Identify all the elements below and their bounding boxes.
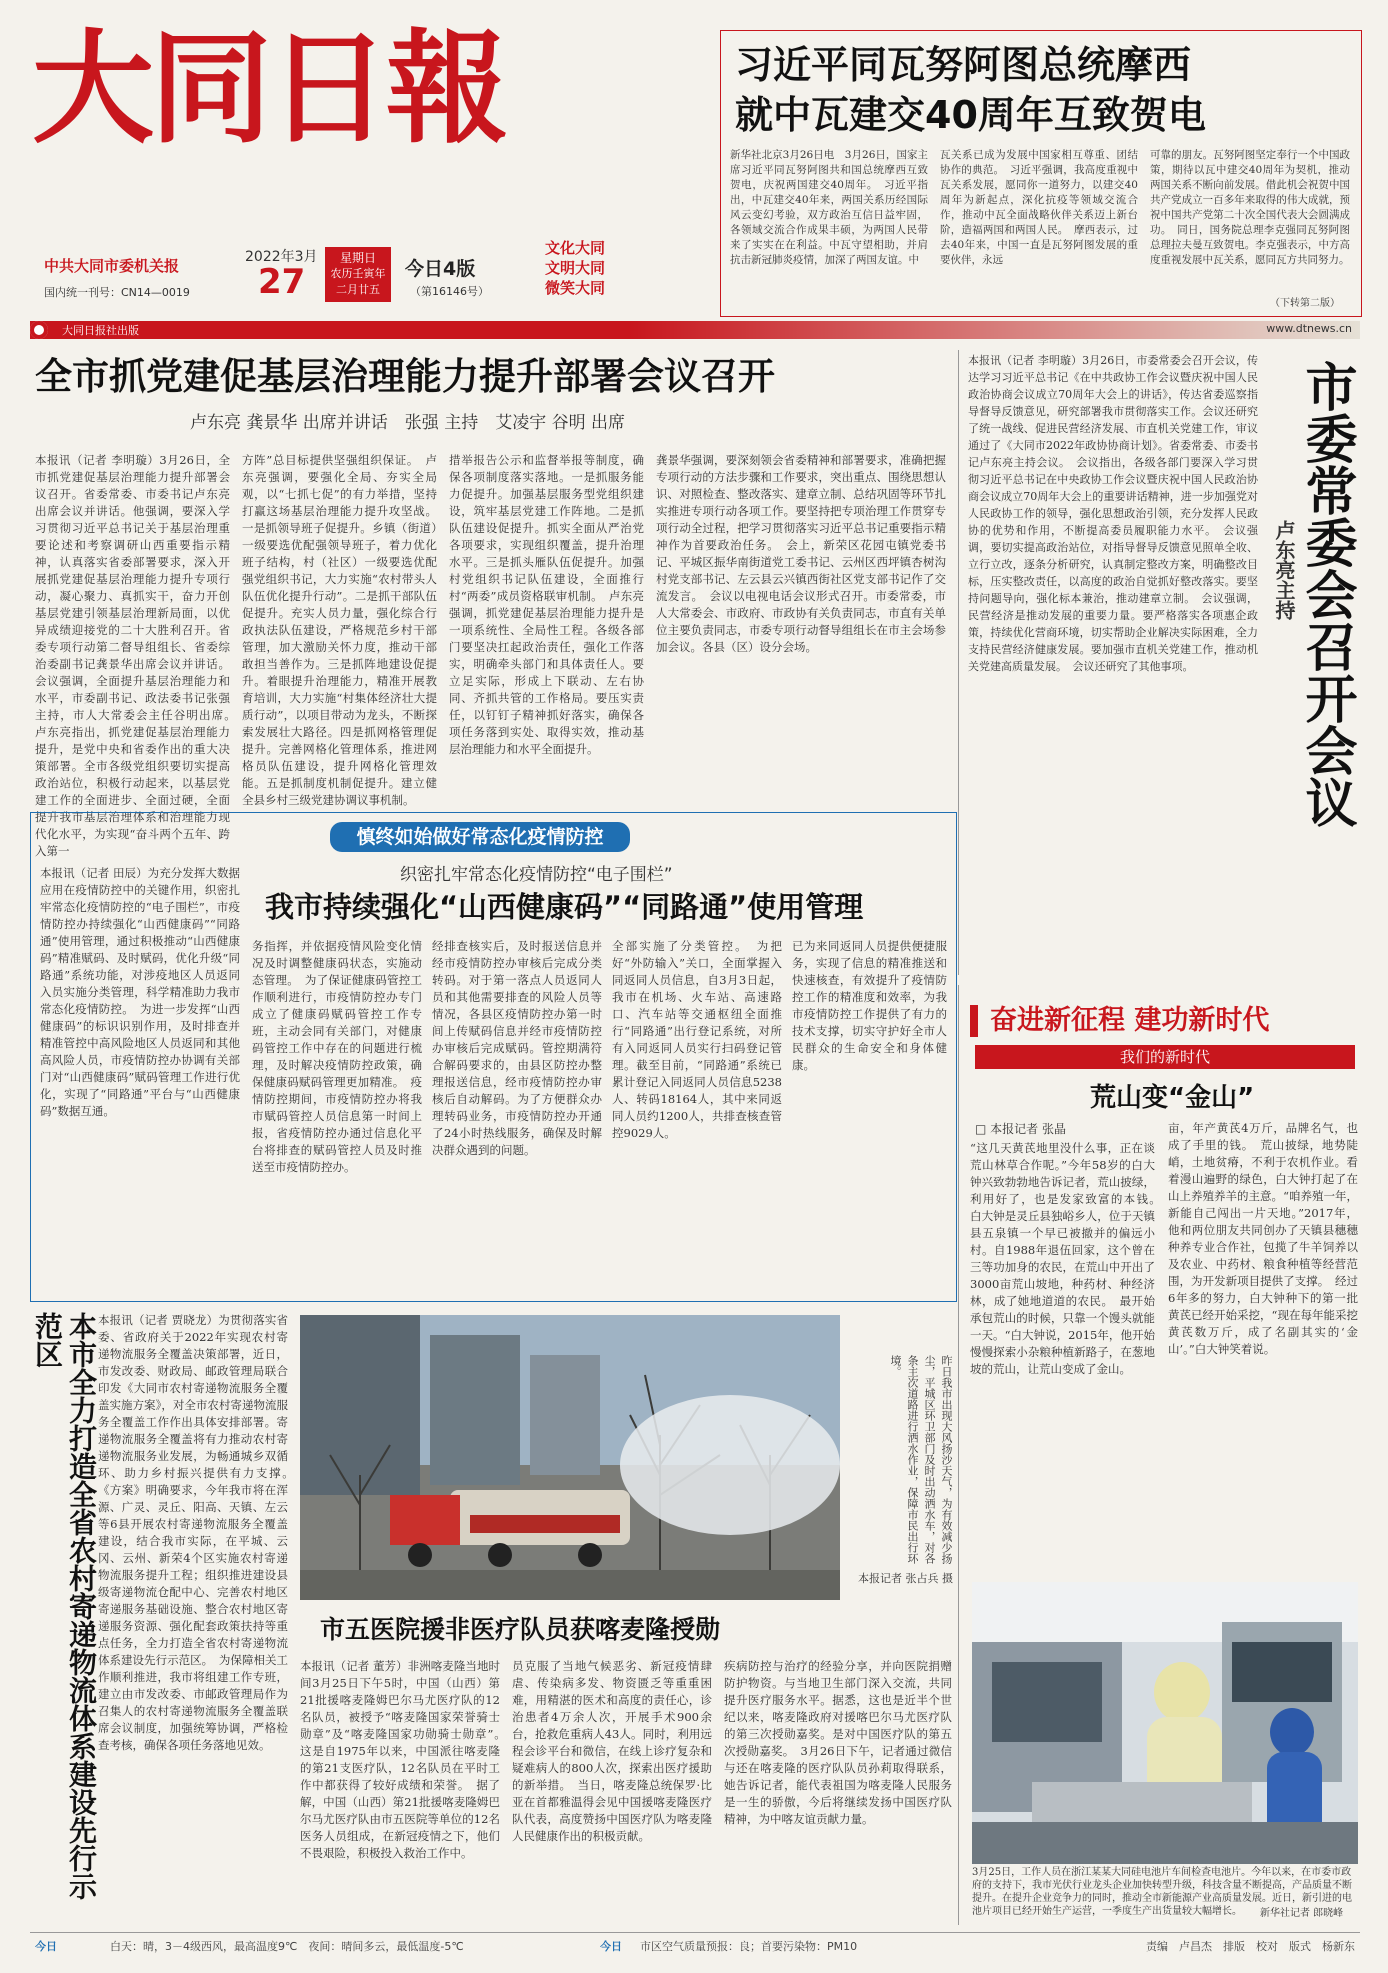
main-headline: 全市抓党建促基层治理能力提升部署会议召开 — [35, 355, 775, 398]
main-col-1: 本报讯（记者 李明璇）3月26日，全市抓党建促基层治理能力提升部署会议召开。省委常委、市委书记卢东亮出席会议并讲话。他强调，要深入学习贯彻习近平总书记关于基层治理重要论述和考察调研山西重要指示精神，认真落实省委部署要求，深入开展抓党建促基层治理能力提升专项行动，凝心聚力、真抓实干，奋力开创基层党建引领基层治理新局面，以优异成绩迎接党的二十大胜利召开。省委专项行动第二督导组组长、省委综治委副书记龚景华出席会议并讲话。会议强调，全面提升基层治理能力和水平，市委副书记、政法委书记张强主持，市人大常委会主任谷明出席。 卢东亮指出，抓党建促基层治理能力提升，是党中央和省委作出的重大决策部署。全市各级党组织要切实提高政治站位，积极行动起来，以基层党建工作的全面进步、全面过硬，全面提升我市基层治理体系和治理能力现代化水平，为实现“奋斗两个五年、跨入第一 — [35, 453, 242, 858]
photo-1-credit: 本报记者 张占兵 摄 — [858, 1572, 953, 1585]
photo-2-credit: 新华社记者 郎晓峰 — [1260, 1908, 1344, 1919]
slogan-smile: 微笑大同 — [545, 279, 606, 297]
footer-bar — [30, 1932, 1360, 1957]
masthead-subtitle: 中共大同市委机关报 — [44, 257, 180, 275]
publisher-label: 大同日报社出版 — [62, 324, 139, 337]
slogans — [545, 238, 605, 298]
main-col-4: 龚景华强调，要深刻领会省委精神和部署要求，准确把握专项行动的方法步骤和工作要求，突出重点、围绕思想认识、对照检查、整改落实、建章立制、总结巩固等环节扎实推进专项行动各项工作。要坚持把专项治理工作贯穿专项行动全过程，把学习贯彻落实习近平总书记重要指示精神作为首要政治任务。 会上，新荣区花园屯镇党委书记、平城区振华南街道党工委书记、云州区西坪镇杏树沟村党支部书记、左云县云兴镇西街社区党支部书记作了交流发言。 会议以电视电话会议形式召开。市委常委，市人大常委会、市政府、市政协有关负责同志，市直有关单位主要负责同志，市委专项行动督导组组长在市主会场参加会议。各县（区）设分会场。 — [656, 453, 946, 654]
lead-col-3: 可靠的朋友。瓦努阿图坚定奉行一个中国政策，期待以瓦中建交40周年为契机，推动两国关系不断向前发展。借此机会祝贺中国共产党成立一百多年来取得的伟大成就，预祝中国共产党第二十次全国代表大会圆满成功。 同日，国务院总理李克强同瓦努阿图总理拉夫曼互致贺电。李克强表示，中方高度重视发展中瓦关系，愿同瓦方共同努力。 — [1150, 149, 1350, 266]
lead-col-1: 新华社北京3月26日电 3月26日，国家主席习近平同瓦努阿图共和国总统摩西互致贺电，庆祝两国建交40周年。 习近平指出，中瓦建交40年来，两国关系历经国际风云变幻考验，双方政治互信日益牢固，各领域交流合作成果丰硕，为两国人民带来了实实在在利益。中瓦守望相助，并肩抗击新冠肺炎疫情，加深了两国友谊。中 — [730, 149, 928, 266]
feature-col-1: “这几天黄芪地里没什么事，正在谈荒山林草合作呢。”今年58岁的白大钟兴致勃勃地告诉记者，荒山披绿，利用好了，也是发家致富的本钱。 白大钟是灵丘县独峪乡人，位于天镇县五泉镇一个早已被撤并的偏远小村。自1988年退伍回家，这个曾在三等功加身的农民，在荒山中开出了3000亩荒山坡地，种药材、种经济林，成了她地道道的农民。 最开始承包荒山的时候，只靠一个馒头就能一天。“白大钟说，2015年，他开始慢慢探索小杂粮种植新路子，在葱地坡的荒山，让荒山变成了金山。 — [970, 1141, 1167, 1376]
main-col-2: 方阵”总目标提供坚强组织保证。 卢东亮强调，要强化全局、夯实全局观，以“七抓七促”的有力举措，坚持打赢这场基层治理能力提升攻坚战。一是抓领导班子促提升。乡镇（街道）一级要选优配强领导班子，着力优化班子结构，村（社区）一级要选优配强党组织书记，大力实施“农村带头人队伍优化提升行动”。二是抓干部队伍促提升。充实人员力量，强化综合行政执法队伍建设，严格规范乡村干部管理，加大激励关怀力度，推动干部敢担当善作为。三是抓阵地建设促提升。着眼提升治理能力，精准开展教育培训，大力实施“村集体经济壮大提质行动”，以项目带动为龙头，不断探索发展壮大路径。四是抓网格管理促提升。完善网格化管理体系，推进网格员队伍建设，提升网格化管理效能。五是抓制度机制促提升。建立健全县乡村三级党建协调议事机制。 — [242, 453, 437, 807]
footer-today-center: 今日 — [600, 1940, 622, 1953]
sidebar-divider — [958, 350, 959, 975]
medical-headline: 市五医院援非医疗队员获喀麦隆授勋 — [320, 1615, 721, 1644]
sidebar-body: 本报讯（记者 李明璇）3月26日，市委常委会召开会议，传达学习习近平总书记《在中共政协工作会议暨庆祝中国人民政治协商会议成立70周年大会上的讲话》，传达省委巡察指导督导反馈意见，研究部署我市贯彻落实工作。会议还研究了统一战线、促进民营经济发展、市直机关党建工作，审议通过了《大同市2022年政协协商计划》。省委常委、市委书记卢东亮主持会议。 会议指出，各级各部门要深入学习贯彻习近平总书记在中央政协工作会议暨庆祝中国人民政治协商会议成立70周年大会上的重要讲话精神，进一步加强党对人民政协工作的领导，强化思想政治引领，充分发挥人民政协的优势和作用，不断提高委员履职能力水平。 会议强调，要切实提高政治站位，对指导督导反馈意见照单全收、立行立改，逐条分析研究，认真制定整改方案，明确整改目标，压实整改责任，以高度的政治自觉抓好整改落实。要坚持问题导向，强化标本兼治，推动建章立制。 会议强调，民营经济是推动发展的重要力量。要严格落实各项惠企政策，持续优化营商环境，切实帮助企业解决实际困难，全力支持民营经济健康发展。要加强市直机关党建工作，推动机关党建高质量发展。 会议还研究了其他事项。 — [968, 354, 1258, 673]
covid-col-5: 已为来同返同人员提供便捷服务，实现了信息的精准推送和快速核查，有效提升了疫情防控工作的精准度和效率，为我市疫情防控工作提供了有力的技术支撑，切实守护好全市人民群众的生命安全和身体健康。 — [792, 939, 947, 1072]
feature-banner: 奋进新征程 建功新时代 — [990, 1005, 1270, 1036]
feature-col-2: 亩，年产黄芪4万斤，品牌名气，也成了手里的钱。 荒山披绿，地势陡峭，土地贫瘠，不利于农机作业。看着漫山遍野的绿色，白大钟打起了在山上养殖养羊的主意。“咱养殖一年，新能自己闯出一片天地。”2017年，他和两位朋友共同创办了天镇县穗穗种养专业合作社，包揽了牛羊饲养以及农业、中药材、粮食种植等经营范围，为开发新项目提供了支撑。 经过6年多的努力，白大钟种下的第一批黄芪已经开始采挖，“现在每年能采挖黄芪数万斤，成了名副其实的‘金山’。”白大钟笑着说。 — [1168, 1121, 1358, 1356]
page-count: 今日4版 — [405, 258, 476, 280]
sidebar-title: 市委常委会召开会议 — [1296, 360, 1356, 828]
feature-divider — [958, 985, 959, 1925]
footer-air-quality: 市区空气质量预报：良；首要污染物：PM10 — [640, 1940, 858, 1953]
vertical-body: 本报讯（记者 贾晓龙）为贯彻落实省委、省政府关于2022年实现农村寄递物流服务全覆盖决策部署，近日，市发改委、财政局、邮政管理局联合印发《大同市农村寄递物流服务全覆盖实施方案》，对全市农村寄递物流服务全覆盖工作作出具体安排部署。寄递物流服务全覆盖将有力推动农村寄递物流服务业发展，为畅通城乡双循环、助力乡村振兴提供有力支撑。 《方案》明确要求，今年我市将在浑源、广灵、灵丘、阳高、天镇、左云等6县开展农村寄递物流服务全覆盖建设，结合我市实际，在平城、云冈、云州、新荣4个区实施农村寄递物流服务提升工程；组织推进建设县级寄递物流仓配中心、完善农村地区寄递服务基础设施、整合农村地区寄递服务资源、强化配套政策扶持等重点任务，全力打造全省农村寄递物流体系建设先行示范区。 为保障相关工作顺利推进，我市将组建工作专班，建立由市发改委、市邮政管理局作为召集人的农村寄递物流服务全覆盖联席会议制度，加强统筹协调，严格检查考核，确保各项任务落地见效。 — [98, 1313, 300, 1752]
publisher-bar — [30, 321, 1360, 339]
slogan-civilization: 文明大同 — [545, 259, 606, 277]
covid-headline: 我市持续强化“山西健康码”“同路通”使用管理 — [265, 890, 864, 924]
photo-2-caption: 3月25日，工作人员在浙江某某大同硅电池片车间检查电池片。今年以来，在市委市政府的支持下，我市光伏行业龙头企业加快转型升级，科技含量不断提高，产品质量不断提升。在提升企业竞争力的同时，推动全市新能源产业高质量发展。近日，新引进的电池片项目已经开始生产运营，一季度生产出货量较大幅增长。 — [972, 1867, 1352, 1917]
weekday: 星期日 — [339, 251, 376, 265]
street-sprinkler-photo — [300, 1315, 840, 1600]
date-day: 27 — [258, 262, 306, 302]
website-link[interactable]: www.dtnews.cn — [1266, 322, 1352, 335]
lunar-year: 农历壬寅年 — [330, 267, 386, 280]
masthead-issn: 国内统一刊号：CN14—0019 — [44, 286, 190, 299]
date-year-month: 2022年3月 — [245, 249, 318, 265]
covid-col-1: 本报讯（记者 田辰）为充分发挥大数据应用在疫情防控中的关键作用，织密扎牢常态化疫情防控的“电子围栏”，市疫情防控办持续强化“山西健康码”“同路通”使用管理，通过积极推动“山西健康码”精准赋码、及时赋码，优化升级“同路通”系统功能，对涉疫地区人员返同入员实施分类管理，科学精准助力我市常态化疫情防控。 为进一步发挥“山西健康码”的标识识别作用，及时排查并精准管控中高风险地区人员返同和其他高风险人员，市疫情防控办协调有关部门对“山西健康码”赋码管理工作进行优化，实现了“同路通”平台与“山西健康码”数据互通。 — [40, 866, 240, 1118]
lead-headline-1: 习近平同瓦努阿图总统摩西 — [735, 43, 1192, 87]
sidebar-presider: 卢东亮主持 — [1272, 520, 1296, 620]
covid-subheadline: 织密扎牢常态化疫情防控“电子围栏” — [400, 865, 673, 885]
slogan-culture: 文化大同 — [545, 239, 606, 257]
covid-col-3: 经排查核实后，及时报送信息并经市疫情防控办审核后完成分类转码。对于第一落点人员返同人员和其他需要排查的风险人员等情况，各县区疫情防控办第一时间上传赋码信息并经市疫情防控办审核后完成赋码。管控期满符合解码要求的，由县区防控办整理报送信息，经市疫情防控办审核后自动解码。为了方便群众办理转码业务，市疫情防控办开通了24小时热线服务，确保及时解决群众遇到的问题。 — [432, 939, 602, 1157]
publisher-logo-icon — [30, 321, 48, 339]
weekday-box — [325, 247, 391, 302]
footer-editors: 责编 卢昌杰 排版 校对 版式 杨新东 — [1146, 1940, 1355, 1953]
medical-col-2: 员克服了当地气候恶劣、新冠疫情肆虐、传染病多发、物资匮乏等重重困难，用精湛的医术和高度的责任心，诊治患者4万余人次，开展手术900余台，抢救危重病人43人。同时，利用远程会诊平台和微信，在线上诊疗复杂和疑难病人的800人次，探索出医疗援助的新举措。 当日，喀麦隆总统保罗·比亚在首都雅温得会见中国援喀麦隆医疗队代表，高度赞扬中国医疗队为喀麦隆人民健康作出的积极贡献。 — [512, 1659, 712, 1843]
feature-series: 我们的新时代 — [975, 1045, 1355, 1069]
issue-number: （第16146号） — [410, 285, 489, 298]
main-subheadline: 卢东亮 龚景华 出席并讲话 张强 主持 艾凌宇 谷明 出席 — [190, 413, 626, 433]
photo-1-caption: 昨日我市出现大风扬沙天气，为有效减少扬尘，平城区环卫部门及时出动洒水车，对各条主次道路进行洒水作业，保障市民出行环境。 — [889, 1355, 953, 1564]
covid-col-2: 务指挥，并依据疫情风险变化情况及时调整健康码状态，实施动态管理。 为了保证健康码管控工作顺利进行，市疫情防控办专门成立了健康码赋码管控工作专班，主动会同有关部门，对健康码管控工作中存在的问题进行梳理，及时解决疫情防控政策，确保健康码赋码管理更加精准。 疫情防控期间，市疫情防控办将我市赋码管控人员信息第一时间上报，省疫情防控办通过信息化平台将排查的赋码管控人员及时推送至市疫情防控办。 — [252, 939, 422, 1174]
covid-banner: 慎终如始做好常态化疫情防控 — [330, 822, 630, 852]
factory-workers-photo — [972, 1582, 1358, 1864]
medical-col-1: 本报讯（记者 董芳）非洲喀麦隆当地时间3月25日下午5时，中国（山西）第21批援喀麦隆姆巴尔马尤医疗队的12名队员，被授予“喀麦隆国家荣誉骑士勋章”及“喀麦隆国家功勋骑士勋章”。 这是自1975年以来，中国派往喀麦隆的第21支医疗队，12名队员在平时工作中都获得了较好成绩和荣誉。 据了解，中国（山西）第21批援喀麦隆姆巴尔马尤医疗队由市五医院等单位的12名医务人员组成，在新冠疫情之下，他们不畏艰险，积极投入救治工作中。 — [300, 1659, 512, 1860]
covid-col-4: 全部实施了分类管控。 为把好“外防输入”关口，全面掌握入同返同人员信息，自3月3日起，我市在机场、火车站、高速路口、汽车站等交通枢纽全面推行“同路通”出行登记系统，对所有入同返同人员实行扫码登记管理。截至目前，“同路通”系统已累计登记入同返同人员信息5238人、转码18164人，其中来同返同人员约1200人，共排查核查管控9029人。 — [612, 939, 782, 1140]
medical-col-3: 疾病防控与治疗的经验分享，并向医院捐赠防护物资。与当地卫生部门深入交流，共同提升医疗服务水平。据悉，这也是近半个世纪以来，喀麦隆政府对援喀巴尔马尤医疗队的第三次授勋嘉奖。是对中国医疗队的第五次授勋嘉奖。 3月26日下午，记者通过微信与还在喀麦隆的医疗队队员孙莉取得联系，她告诉记者，能代表祖国为喀麦隆人民服务是一生的骄傲，今后将继续发扬中国医疗队精神，为中喀友谊贡献力量。 — [724, 1659, 952, 1826]
feature-banner-bar — [970, 1005, 978, 1037]
lead-headline-2: 就中瓦建交40周年互致贺电 — [735, 93, 1206, 137]
feature-headline: 荒山变“金山” — [1090, 1083, 1255, 1113]
footer-today-left: 今日 — [35, 1940, 57, 1953]
lead-col-2: 瓦关系已成为发展中国家相互尊重、团结协作的典范。 习近平强调，我高度重视中瓦关系发展，愿同你一道努力，以建交40周年为新起点，深化抗疫等领域交流合作，推动中瓦全面战略伙伴关系迈上新台阶，造福两国和两国人民。 摩西表示，过去40年来，中国一直是瓦努阿图发展的重要伙伴，永远 — [940, 149, 1138, 266]
lunar-day: 二月廿五 — [336, 283, 380, 296]
lead-continued: （下转第二版） — [1270, 298, 1340, 309]
footer-weather: 白天：晴，3－4级西风，最高温度9℃ 夜间：晴间多云，最低温度-5℃ — [110, 1940, 464, 1953]
main-col-3: 措举报告公示和监督举报等制度，确保各项制度落实落地。一是抓服务能力促提升。加强基层服务型党组织建设，筑牢基层党建工作阵地。二是抓队伍建设促提升。抓实全面从严治党各项要求，实现组织覆盖，提升治理水平。三是抓头雁队伍促提升。加强村党组织书记队伍建设，全面推行村“两委”成员资格联审机制。 卢东亮强调，抓党建促基层治理能力提升是一项系统性、全局性工程。各级各部门要坚决扛起政治责任，强化工作落实，明确牵头部门和具体责任人。要立足实际，形成上下联动、左右协同、齐抓共管的工作格局。要压实责任，以钉钉子精神抓好落实，确保各项任务落到实处、取得实效，推动基层治理能力和水平全面提升。 — [449, 453, 644, 756]
feature-byline: □ 本报记者 张晶 — [975, 1122, 1066, 1136]
masthead-logo: 大同日報 — [32, 16, 504, 160]
vertical-headline: 本市全力打造全省农村寄递物流体系建设先行示范区 — [31, 1312, 98, 1900]
